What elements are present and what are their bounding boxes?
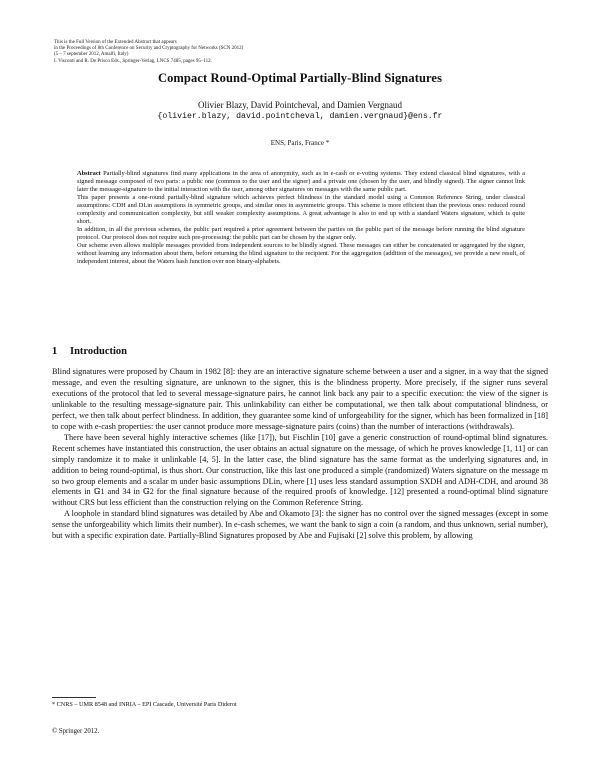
author-list: Olivier Blazy, David Pointcheval, and Damien Vergnaud	[197, 100, 403, 110]
section-title: Introduction	[70, 346, 127, 357]
section-heading	[52, 346, 127, 357]
abstract-label: Abstract	[77, 170, 101, 177]
footnote-rule	[52, 697, 96, 698]
publication-note-line: I. Visconti and R. De Prisco Eds., Springer-Verlag, LNCS 7485, pages 95–112.	[54, 58, 212, 64]
paper-title: Compact Round-Optimal Partially-Blind Signatures	[157, 71, 443, 85]
publication-note-line: (5 – 7 september 2012, Amalfi, Italy)	[54, 52, 129, 58]
abstract	[77, 170, 525, 266]
publication-note	[54, 40, 514, 65]
author-emails: {olivier.blazy, david.pointcheval, damien.vergnaud}@ens.fr	[157, 112, 443, 121]
abstract-paragraph	[77, 170, 525, 194]
section-number: 1	[52, 346, 58, 357]
body-paragraph: Blind signatures were proposed by Chaum in 1982 [8]: they are an interactive signature scheme between a user and a signer, in a way that the signed message, and even the resulting signature, are unknown to the signer, this is the blindness property. More precisely, if the signer runs several executions of the protocol that led to several message-signature pairs, he cannot link back any pair to a specific execution: the view of the signer is unlinkable to the resulting message-signature pair. This unlinkability can either be computational, we then talk about computational blindness, or perfect, we then talk about perfect blindness. In addition, they guarantee some kind of unforgeability for the signer, which has been formalized in [18] to cope with e-cash properties: the user cannot produce more message-signature pairs (coins) than the number of interactions (withdrawals).	[52, 367, 548, 431]
publication-note-line: This is the Full Version of the Extended Abstract that appears	[54, 40, 177, 45]
affiliation: ENS, Paris, France *	[270, 139, 330, 147]
abstract-paragraph: In addition, in all the previous schemes, the public part required a prior agreement between the parties on the public part of the message before running the blind signature protocol. Our protocol does not require such pre-processing: the public part can be chosen by the signer only.	[77, 226, 525, 241]
abstract-text: Partially-blind signatures find many applications in the area of anonymity, such as in e-cash or e-voting systems. They extend classical blind signatures, with a signed message composed of two parts: a public one (common to the user and the signer) and a private one (chosen by the user, and blindly signed). The signer cannot link later the message-signature to the initial interaction with the user, among other signatures on messages with the same public part.	[77, 170, 525, 193]
body-text	[52, 367, 548, 542]
body-paragraph: A loophole in standard blind signatures was detailed by Abe and Okamoto [3]: the signer has no control over the signed messages (except in some sense the unforgeability which limits their number). In e-cash schemes, we want the bank to sign a coin (a random, and thus unknown, serial number), but with a specific expiration date. Partially-Blind Signatures proposed by Abe and Fujisaki [2] solve this problem, by allowing	[52, 509, 548, 541]
abstract-paragraph: Our scheme even allows multiple messages provided from independent sources to be blindly signed. These messages can either be concatenated or aggregated by the signer, without learning any information about them, before returning the blind signature to the recipient. For the aggregation (addition of the messages), we provide a new result, of independent interest, about the Waters hash function over non binary-alphabets.	[77, 242, 525, 265]
body-paragraph: There have been several highly interactive schemes (like [17]), but Fischlin [10] gave a generic construction of round-optimal blind signatures. Recent schemes have instantiated this construction, the user obtains an actual signature on the message, of which he proves knowledge [1, 11] or can simply randomize it to make it unlinkable [4, 5]. In the latter case, the blind signature has the same format as the underlying signatures and, in addition to being round-optimal, is thus short. Our construction, like this last one produced a simple (randomized) Waters signature on the message m so two group elements and a scalar m under basic assumptions DLin, where [1] uses less standard assumption SXDH and ADH-CDH, and around 38 elements in 𝔾1 and 34 in 𝔾2 for the final signature because of the required proofs of knowledge. [12] presented a round-optimal blind signature without CRS but less efficient than the construction relying on the Common Reference String.	[52, 432, 548, 508]
copyright-notice: © Springer 2012.	[52, 728, 100, 735]
footnote: * CNRS – UMR 8548 and INRIA – EPI Cascade, Université Paris Diderot	[52, 701, 237, 708]
publication-note-line: in the Proceedings of 8th Conference on Security and Cryptography for Networks (SCN 2012)	[54, 46, 244, 52]
abstract-paragraph: This paper presents a one-round partially-blind signature which achieves perfect blindness in the standard model using a Common Reference String, under classical assumptions: CDH and DLin assumptions in symmetric groups, and similar ones in asymmetric groups. This scheme is more efficient than the previous ones: reduced round complexity and communication complexity, but still weaker complexity assumptions. A great advantage is also to end up with a standard Waters signature, which is quite short.	[77, 194, 525, 225]
